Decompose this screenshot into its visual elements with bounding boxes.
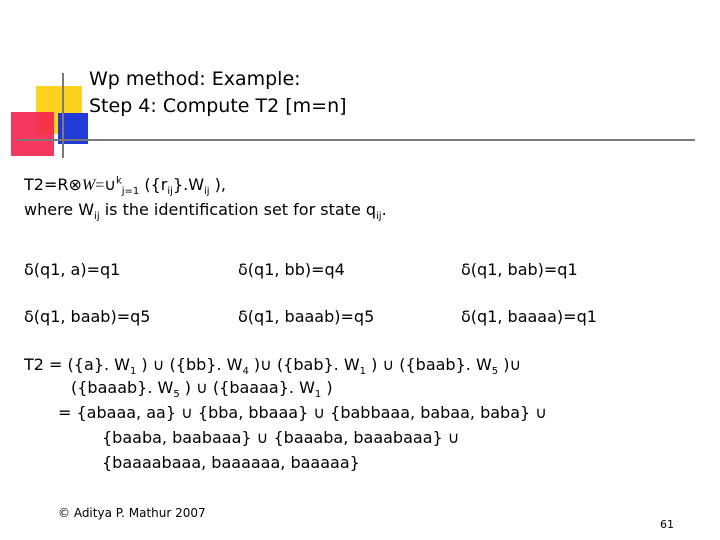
t2-definition: T2=R⊗W=∪$^k_{j=1}$ ($\{r_{ij}\}.W_{ij}$ ), xyxy=(24,175,227,198)
transition-cell: δ(q1, baab)=q5 xyxy=(24,307,151,326)
decor-vertical-rule xyxy=(62,73,64,158)
t2-equation-line-4: {baaba, baabaaa} ∪ {baaaba, baaabaaa} ∪ xyxy=(102,428,460,447)
copyright-footer: © Aditya P. Mathur 2007 xyxy=(58,506,206,520)
slide-title-line-1: Wp method: Example: xyxy=(89,68,301,90)
page-number: 61 xyxy=(660,518,674,531)
transition-cell: δ(q1, bab)=q1 xyxy=(461,260,578,279)
t2-equation-line-1: T2 = ({a}. $W_1$ ) ∪ ({bb}. $W_4$ )∪ ({bab}. $W_1$ ) ∪ ({baab}. $W_5$ )∪ xyxy=(24,355,522,378)
decor-horizontal-rule xyxy=(17,139,695,141)
transition-cell: δ(q1, bb)=q4 xyxy=(238,260,345,279)
t2-equation-line-3: = {abaaa, aa} ∪ {bba, bbaaa} ∪ {babbaaa, babaa, baba} ∪ xyxy=(58,403,547,422)
t2-equation-line-5: {baaaabaaa, baaaaaa, baaaaa} xyxy=(102,453,360,472)
where-clause: where $W_{ij}$ is the identification set for state $q_{ij}$. xyxy=(24,200,387,223)
transition-cell: δ(q1, baaaa)=q1 xyxy=(461,307,597,326)
slide-title-line-2: Step 4: Compute T2 [m=n] xyxy=(89,95,347,117)
t2-equation-line-2: ({baaab}. $W_5$ ) ∪ ({baaaa}. $W_1$ ) xyxy=(71,378,333,401)
decor-red-square xyxy=(11,112,54,156)
transition-cell: δ(q1, baaab)=q5 xyxy=(238,307,375,326)
transition-cell: δ(q1, a)=q1 xyxy=(24,260,121,279)
